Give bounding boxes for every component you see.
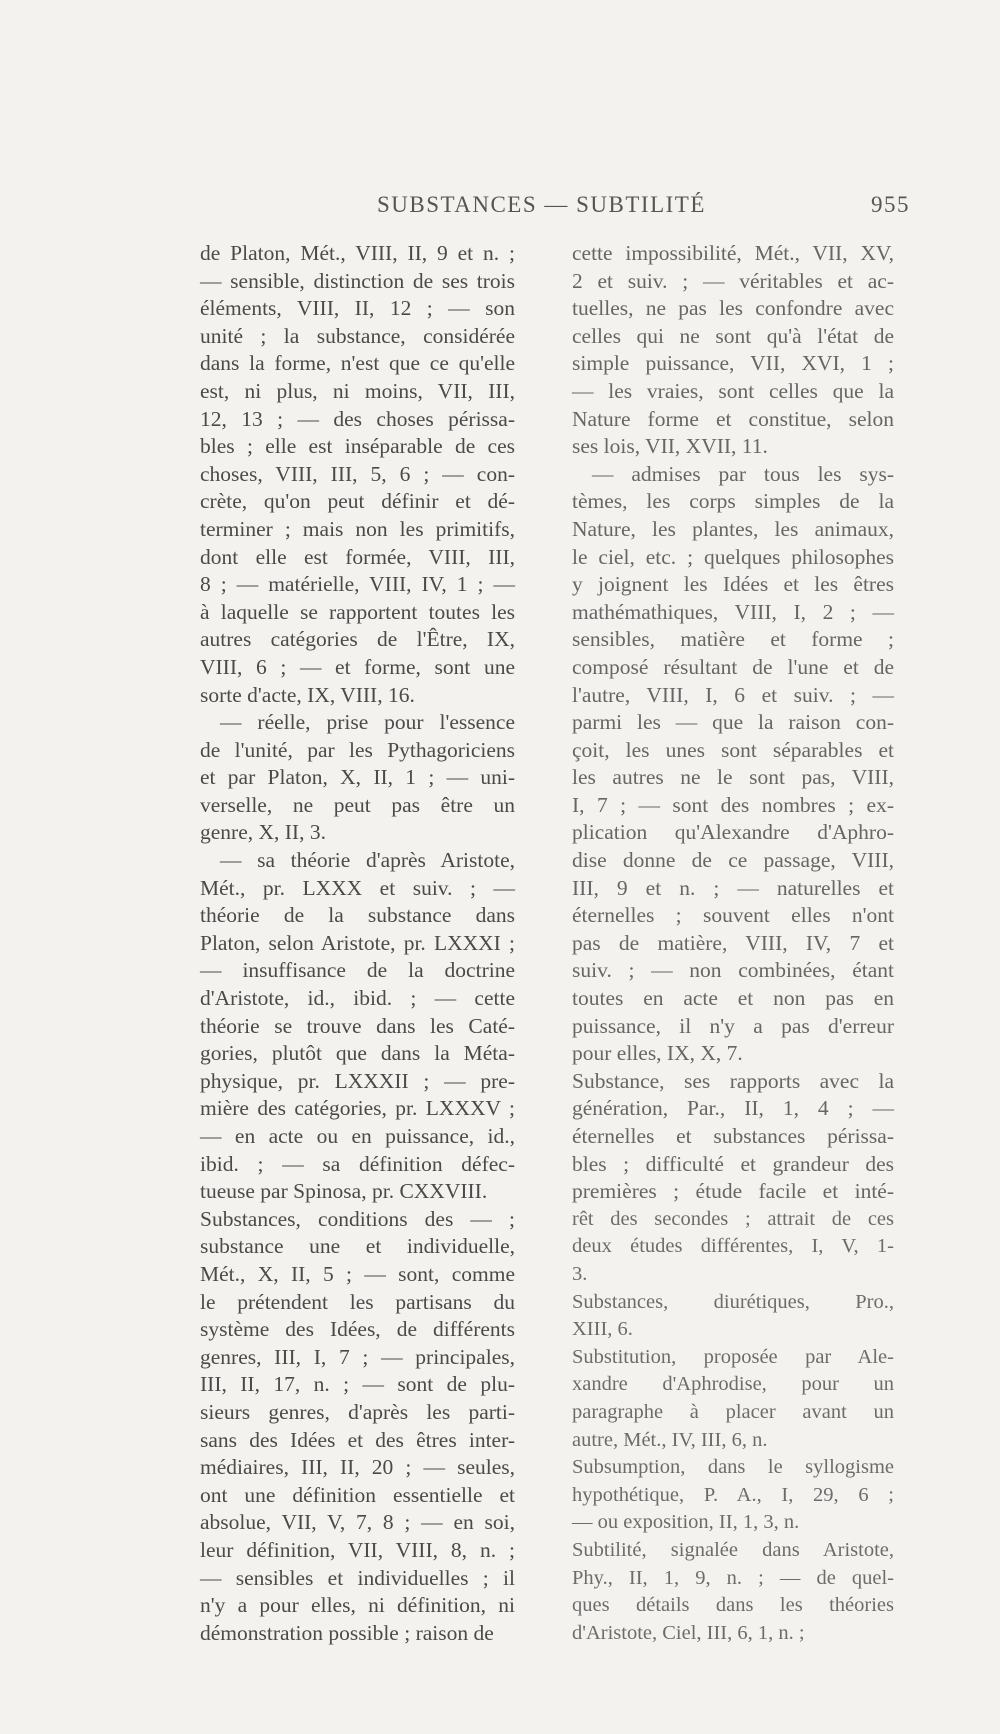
- text-line: mière des catégories, pr. LXXXV ;: [200, 1096, 515, 1121]
- text-line: sieurs genres, d'après les parti-: [200, 1399, 515, 1424]
- text-line: VIII, 6 ; — et forme, sont une: [200, 654, 515, 679]
- text-line: bles ; difficulté et grandeur des: [572, 1151, 894, 1176]
- text-line: démonstration possible ; raison de: [200, 1620, 494, 1645]
- text-line: éléments, VIII, II, 12 ; — son: [200, 296, 515, 321]
- text-line: substance une et individuelle,: [200, 1234, 515, 1259]
- text-line: paragraphe à placer avant un: [572, 1400, 894, 1423]
- text-line: 2 et suiv. ; — véritables et ac-: [572, 268, 894, 293]
- text-line: à laquelle se rapportent toutes les: [200, 599, 515, 624]
- text-line: Nature, les plantes, les animaux,: [572, 516, 894, 541]
- text-line: théorie se trouve dans les Caté-: [200, 1013, 515, 1038]
- text-line: III, 9 et n. ; — naturelles et: [572, 875, 894, 900]
- text-line: gories, plutôt que dans la Méta-: [200, 1041, 515, 1066]
- text-line: ibid. ; — sa définition défec-: [200, 1151, 515, 1176]
- text-line: premières ; étude facile et inté-: [572, 1179, 894, 1204]
- text-line: éternelles et substances périssa-: [572, 1124, 894, 1148]
- text-line: mathémathiques, VIII, I, 2 ; —: [572, 599, 894, 624]
- text-line: — insuffisance de la doctrine: [200, 958, 515, 983]
- text-line: parmi les — que la raison con-: [572, 710, 894, 735]
- text-line: 12, 13 ; — des choses périssa-: [200, 406, 515, 431]
- text-line: xandre d'Aphrodise, pour un: [572, 1373, 894, 1396]
- text-line: crète, qu'on peut définir et dé-: [200, 489, 515, 514]
- text-line: pour elles, IX, X, 7.: [572, 1041, 743, 1066]
- text-line: III, II, 17, n. ; — sont de plu-: [200, 1372, 515, 1397]
- text-line: Subtilité, signalée dans Aristote,: [572, 1538, 894, 1561]
- text-line: de l'unité, par les Pythagoriciens: [200, 737, 515, 762]
- text-line: le prétendent les partisans du: [200, 1289, 515, 1314]
- text-line: composé résultant de l'une et de: [572, 654, 894, 679]
- text-line: est, ni plus, ni moins, VII, III,: [200, 378, 515, 403]
- text-line: physique, pr. LXXXII ; — pre-: [200, 1068, 515, 1093]
- text-line: d'Aristote, id., ibid. ; — cette: [200, 986, 515, 1011]
- text-line: 8 ; — matérielle, VIII, IV, 1 ; —: [200, 572, 515, 597]
- text-line: dont elle est formée, VIII, III,: [200, 544, 515, 569]
- text-line: théorie de la substance dans: [200, 903, 515, 928]
- text-line: Mét., X, II, 5 ; — sont, comme: [200, 1261, 515, 1286]
- text-line: puissance, il n'y a pas d'erreur: [572, 1013, 894, 1038]
- text-line: rêt des secondes ; attrait de ces: [572, 1207, 894, 1230]
- text-line: pas de matière, VIII, IV, 7 et: [572, 930, 894, 955]
- text-line: — les vraies, sont celles que la: [572, 378, 894, 403]
- text-line: sensibles, matière et forme ;: [572, 627, 894, 652]
- page-number: 955: [871, 192, 910, 217]
- text-line: Substances, diurétiques, Pro.,: [572, 1290, 894, 1313]
- text-line: terminer ; mais non les primitifs,: [200, 516, 515, 541]
- text-line: Substances, conditions des — ;: [200, 1206, 515, 1231]
- text-line: unité ; la substance, considérée: [200, 323, 515, 348]
- text-line: hypothétique, P. A., I, 29, 6 ;: [572, 1483, 894, 1506]
- right-column: [572, 240, 894, 1647]
- text-line: bles ; elle est inséparable de ces: [200, 434, 515, 459]
- text-line: — en acte ou en puissance, id.,: [200, 1124, 515, 1148]
- text-line: suiv. ; — non combinées, étant: [572, 958, 894, 983]
- text-line: deux études différentes, I, V, 1-: [572, 1235, 894, 1258]
- text-line: toutes en acte et non pas en: [572, 986, 894, 1011]
- text-line: Nature forme et constitue, selon: [572, 406, 894, 431]
- text-line: I, 7 ; — sont des nombres ; ex-: [572, 792, 894, 817]
- text-line: d'Aristote, Ciel, III, 6, 1, n. ;: [572, 1621, 805, 1644]
- text-line: leur définition, VII, VIII, 8, n. ;: [200, 1537, 515, 1562]
- text-line: — ou exposition, II, 1, 3, n.: [572, 1511, 800, 1534]
- text-line: absolue, VII, V, 7, 8 ; — en soi,: [200, 1510, 515, 1535]
- text-line: n'y a pour elles, ni définition, ni: [200, 1593, 515, 1618]
- text-line: Mét., pr. LXXX et suiv. ; —: [200, 875, 515, 900]
- text-line: — réelle, prise pour l'essence: [220, 710, 515, 735]
- text-line: cette impossibilité, Mét., VII, XV,: [572, 241, 894, 265]
- header-title: SUBSTANCES — SUBTILITÉ: [377, 192, 706, 217]
- text-line: ques détails dans les théories: [572, 1594, 894, 1617]
- text-line: tuelles, ne pas les confondre avec: [572, 296, 894, 321]
- text-line: çoit, les unes sont séparables et: [572, 737, 894, 762]
- text-line: sans des Idées et des êtres inter-: [200, 1427, 515, 1452]
- text-line: — admises par tous les sys-: [592, 461, 894, 486]
- text-line: verselle, ne peut pas être un: [200, 792, 515, 817]
- left-column: [200, 240, 515, 1647]
- text-line: l'autre, VIII, I, 6 et suiv. ; —: [572, 682, 894, 707]
- text-line: genres, III, I, 7 ; — principales,: [200, 1344, 515, 1369]
- text-line: Phy., II, 1, 9, n. ; — de quel-: [572, 1566, 894, 1589]
- text-line: système des Idées, de différents: [200, 1317, 515, 1342]
- text-line: Platon, selon Aristote, pr. LXXXI ;: [200, 930, 515, 955]
- text-line: le ciel, etc. ; quelques philosophes: [572, 544, 894, 569]
- text-line: et par Platon, X, II, 1 ; — uni-: [200, 765, 515, 790]
- text-line: dise donne de ce passage, VIII,: [572, 848, 894, 873]
- text-line: — sensible, distinction de ses trois: [200, 268, 515, 293]
- text-line: tèmes, les corps simples de la: [572, 489, 894, 514]
- text-line: dans la forme, n'est que ce qu'elle: [200, 351, 515, 376]
- text-line: Subsumption, dans le syllogisme: [572, 1456, 894, 1479]
- text-line: XIII, 6.: [572, 1318, 633, 1341]
- text-line: genre, X, II, 3.: [200, 820, 326, 845]
- text-line: ont une définition essentielle et: [200, 1482, 515, 1507]
- text-line: celles qui ne sont qu'à l'état de: [572, 323, 894, 348]
- text-line: génération, Par., II, 1, 4 ; —: [572, 1096, 894, 1121]
- text-line: Substitution, proposée par Ale-: [572, 1345, 894, 1368]
- text-line: autres catégories de l'Être, IX,: [200, 627, 515, 652]
- text-line: plication qu'Alexandre d'Aphro-: [572, 820, 894, 845]
- text-line: 3.: [572, 1262, 588, 1285]
- text-line: — sa théorie d'après Aristote,: [220, 848, 515, 873]
- text-line: autre, Mét., IV, III, 6, n.: [572, 1428, 768, 1451]
- text-line: Substance, ses rapports avec la: [572, 1068, 894, 1093]
- text-line: éternelles ; souvent elles n'ont: [572, 903, 894, 928]
- text-line: tueuse par Spinosa, pr. CXXVIII.: [200, 1179, 488, 1204]
- text-line: ses lois, VII, XVII, 11.: [572, 434, 768, 459]
- text-line: de Platon, Mét., VIII, II, 9 et n. ;: [200, 241, 515, 265]
- text-line: y joignent les Idées et les êtres: [572, 572, 894, 597]
- text-line: choses, VIII, III, 5, 6 ; — con-: [200, 461, 515, 486]
- text-line: — sensibles et individuelles ; il: [200, 1565, 515, 1590]
- text-line: simple puissance, VII, XVI, 1 ;: [572, 351, 894, 376]
- text-line: sorte d'acte, IX, VIII, 16.: [200, 682, 415, 707]
- text-line: les autres ne le sont pas, VIII,: [572, 765, 894, 790]
- text-line: médiaires, III, II, 20 ; — seules,: [200, 1455, 515, 1480]
